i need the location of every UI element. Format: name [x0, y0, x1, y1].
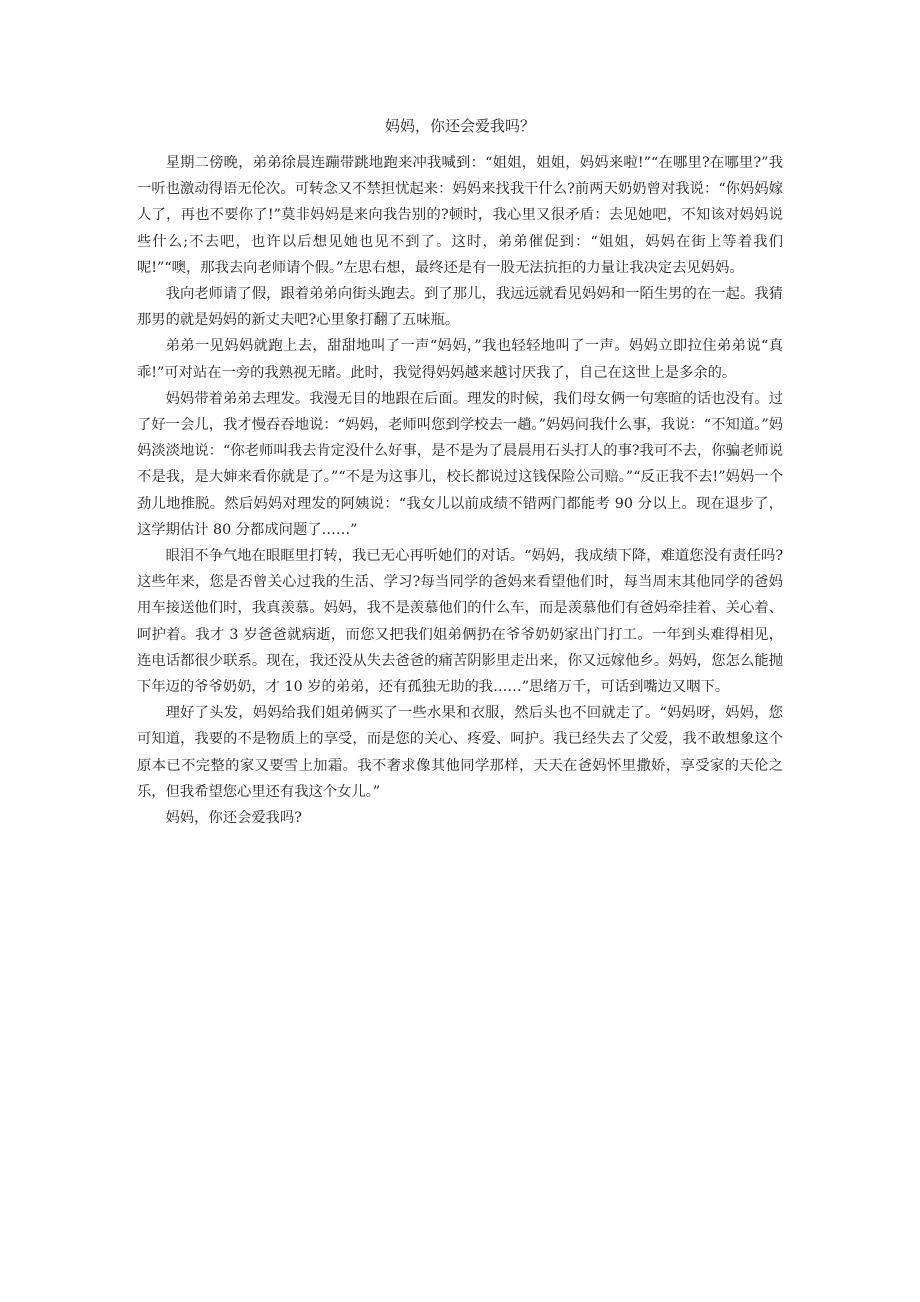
document-body [137, 150, 783, 831]
paragraph-1: 星期二傍晚，弟弟徐晨连蹦带跳地跑来冲我喊到：“姐姐，姐姐，妈妈来啦!”“在哪里?在哪里?”我一听也激动得语无伦次。可转念又不禁担忧起来：妈妈来找我干什么?前两天奶奶曾对我说：“你妈妈嫁人了，再也不要你了!”莫非妈妈是来向我告别的?顿时，我心里又很矛盾：去见她吧，不知该对妈妈说些什么;不去吧，也许以后想见她也见不到了。这时，弟弟催促到：“姐姐，妈妈在街上等着我们呢!”“噢，那我去向老师请个假。”左思右想，最终还是有一股无法抗拒的力量让我决定去见妈妈。 [137, 155, 783, 276]
document-title: 妈妈，你还会爱我吗？ [384, 117, 535, 135]
paragraph-4: 妈妈带着弟弟去理发。我漫无目的地跟在后面。理发的时候，我们母女俩一句寒暄的话也没有。过了好一会儿，我才慢吞吞地说：“妈妈，老师叫您到学校去一趟。”妈妈问我什么事，我说：“不知道。”妈妈淡淡地说：“你老师叫我去肯定没什么好事，是不是为了晨晨用石头打人的事?我可不去，你骗老师说不是我，是大婶来看你就是了。”“不是为这事儿，校长都说过这钱保险公司赔。”“反正我不去!”妈妈一个劲儿地推脱。然后妈妈对理发的阿姨说：“我女儿以前成绩不错两门都能考 90 分以上。现在退步了，这学期估计 80 分都成问题了……” [137, 390, 783, 538]
paragraph-7: 妈妈，你还会爱我吗? [165, 810, 302, 827]
paragraph-6: 理好了头发，妈妈给我们姐弟俩买了一些水果和衣服，然后头也不回就走了。“妈妈呀，妈妈，您可知道，我要的不是物质上的享受，而是您的关心、疼爱、呵护。我已经失去了父爱，我不敢想象这个原本已不完整的家又要雪上加霜。我不奢求像其他同学那样，天天在爸妈怀里撒娇，享受家的天伦之乐，但我希望您心里还有我这个女儿。” [137, 705, 783, 800]
paragraph-2: 我向老师请了假，跟着弟弟向街头跑去。到了那儿，我远远就看见妈妈和一陌生男的在一起。我猜那男的就是妈妈的新丈夫吧?心里象打翻了五味瓶。 [137, 286, 783, 329]
paragraph-3: 弟弟一见妈妈就跑上去，甜甜地叫了一声“妈妈，”我也轻轻地叫了一声。妈妈立即拉住弟弟说“真乖!”可对站在一旁的我熟视无睹。此时，我觉得妈妈越来越讨厌我了，自己在这世上是多余的。 [137, 338, 783, 381]
paragraph-5: 眼泪不争气地在眼眶里打转，我已无心再听她们的对话。“妈妈，我成绩下降，难道您没有责任吗?这些年来，您是否曾关心过我的生活、学习?每当同学的爸妈来看望他们时，每当周末其他同学的爸妈用车接送他们时，我真羡慕。妈妈，我不是羡慕他们的什么车，而是羡慕他们有爸妈牵挂着、关心着、呵护着。我才 3 岁爸爸就病逝，而您又把我们姐弟俩扔在爷爷奶奶家出门打工。一年到头难得相见，连电话都很少联系。现在，我还没从失去爸爸的痛苦阴影里走出来，你又远嫁他乡。妈妈，您怎么能抛下年迈的爷爷奶奶，才 10 岁的弟弟，还有孤独无助的我……”思绪万千，可话到嘴边又咽下。 [137, 548, 783, 696]
